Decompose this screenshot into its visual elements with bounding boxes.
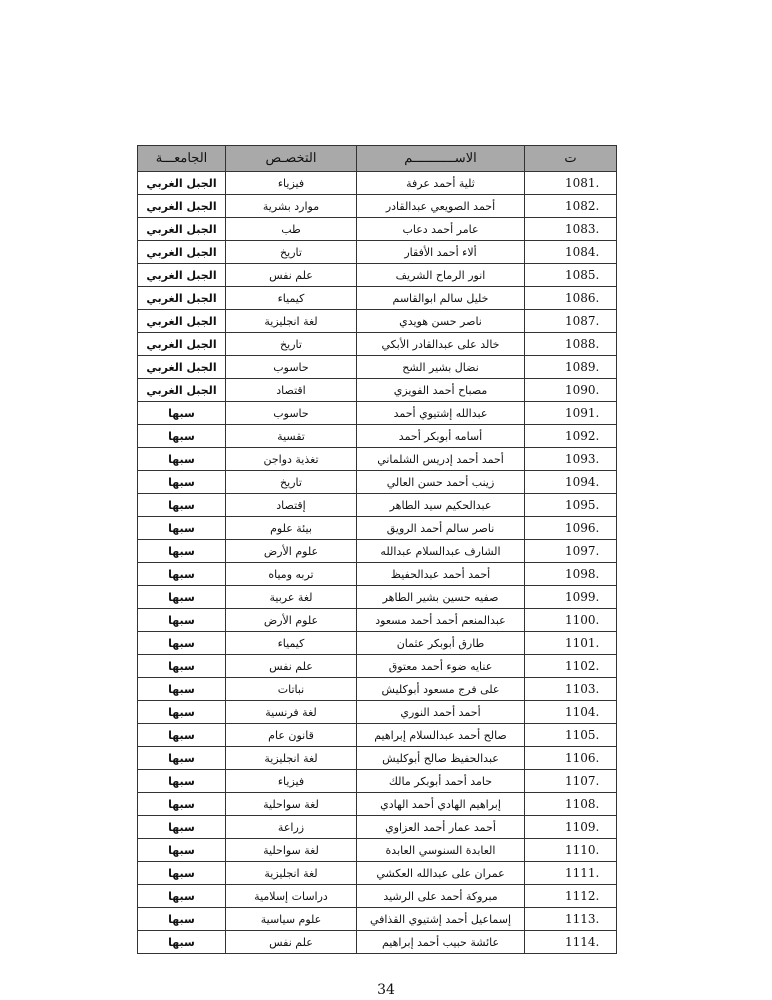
row-number: 1087. [525,310,617,333]
row-number: 1100. [525,609,617,632]
student-name: عامر أحمد دعاب [357,218,525,241]
specialization: موارد بشرية [226,195,357,218]
university: سبها [138,655,226,678]
row-number: 1082. [525,195,617,218]
student-name: نضال بشير الشح [357,356,525,379]
row-number: 1107. [525,770,617,793]
specialization: علوم الأرض [226,609,357,632]
specialization: حاسوب [226,402,357,425]
university: سبها [138,609,226,632]
table-row [138,586,617,609]
table-row [138,563,617,586]
table-row [138,310,617,333]
table-row [138,770,617,793]
university: سبها [138,563,226,586]
table-row [138,931,617,954]
university: سبها [138,816,226,839]
specialization: بيئة علوم [226,517,357,540]
university: سبها [138,471,226,494]
row-number: 1099. [525,586,617,609]
specialization: تاريخ [226,241,357,264]
table-row [138,172,617,195]
student-name: زينب أحمد حسن العالي [357,471,525,494]
table-row [138,816,617,839]
table-row [138,402,617,425]
student-name: مصباح أحمد الفويزي [357,379,525,402]
university: الجبل الغربي [138,264,226,287]
table-row [138,885,617,908]
student-name: أحمد أحمد النوري [357,701,525,724]
row-number: 1101. [525,632,617,655]
university: سبها [138,540,226,563]
row-number: 1113. [525,908,617,931]
table-row [138,632,617,655]
row-number: 1105. [525,724,617,747]
table-row [138,494,617,517]
specialization: فيزياء [226,770,357,793]
student-name: طارق أبوبكر عثمان [357,632,525,655]
student-name: ناصر سالم أحمد الرويق [357,517,525,540]
table-row [138,678,617,701]
university: سبها [138,724,226,747]
student-name: حامد أحمد أبوبكر مالك [357,770,525,793]
university: سبها [138,885,226,908]
table-row [138,264,617,287]
header-number: ت [525,146,617,172]
specialization: كيمياء [226,287,357,310]
row-number: 1088. [525,333,617,356]
university: سبها [138,839,226,862]
row-number: 1111. [525,862,617,885]
table-row [138,195,617,218]
row-number: 1106. [525,747,617,770]
university: سبها [138,517,226,540]
row-number: 1098. [525,563,617,586]
specialization: تاريخ [226,471,357,494]
specialization: لغة عربية [226,586,357,609]
student-name: إبراهيم الهادي أحمد الهادي [357,793,525,816]
university: الجبل الغربي [138,172,226,195]
table-row [138,241,617,264]
university: سبها [138,402,226,425]
row-number: 1084. [525,241,617,264]
table-row [138,356,617,379]
university: سبها [138,494,226,517]
table-row [138,448,617,471]
student-name: عبدالمنعم أحمد أحمد مسعود [357,609,525,632]
table-row [138,379,617,402]
student-name: عبدالحفيظ صالح أبوكليش [357,747,525,770]
specialization: إقتصاد [226,494,357,517]
specialization: زراعة [226,816,357,839]
specialization: تربه ومياه [226,563,357,586]
specialization: علم نفس [226,931,357,954]
row-number: 1102. [525,655,617,678]
specialization: لغة انجليزية [226,310,357,333]
row-number: 1108. [525,793,617,816]
university: سبها [138,747,226,770]
header-name: الاســـــــــــم [357,146,525,172]
table-row [138,701,617,724]
specialization: لغة سواحلية [226,793,357,816]
student-name: أحمد الصويعي عبدالقادر [357,195,525,218]
table-row [138,839,617,862]
student-name: أحمد أحمد عبدالحفيظ [357,563,525,586]
row-number: 1086. [525,287,617,310]
student-name: صالح أحمد عبدالسلام إبراهيم [357,724,525,747]
row-number: 1090. [525,379,617,402]
table-row [138,724,617,747]
university: سبها [138,793,226,816]
specialization: طب [226,218,357,241]
row-number: 1081. [525,172,617,195]
specialization: علم نفس [226,655,357,678]
row-number: 1096. [525,517,617,540]
university: سبها [138,770,226,793]
row-number: 1085. [525,264,617,287]
table-body [138,172,617,954]
header-university: الجامعـــة [138,146,226,172]
student-name: ناصر حسن هويدي [357,310,525,333]
table-row [138,655,617,678]
table-row [138,425,617,448]
table-row [138,471,617,494]
student-name: ثلية أحمد عرفة [357,172,525,195]
table-row [138,517,617,540]
university: الجبل الغربي [138,356,226,379]
table-row [138,218,617,241]
student-name: أحمد أحمد إدريس الشلماني [357,448,525,471]
student-name: صفيه حسين بشير الطاهر [357,586,525,609]
university: سبها [138,908,226,931]
specialization: علم نفس [226,264,357,287]
university: الجبل الغربي [138,218,226,241]
row-number: 1097. [525,540,617,563]
specialization: لغة سواحلية [226,839,357,862]
row-number: 1093. [525,448,617,471]
student-name: أحمد عمار أحمد العزاوي [357,816,525,839]
university: سبها [138,678,226,701]
table-header [138,146,617,172]
specialization: علوم سياسية [226,908,357,931]
table-row [138,609,617,632]
header-row [138,146,617,172]
row-number: 1114. [525,931,617,954]
table-row [138,908,617,931]
table-row [138,747,617,770]
table-row [138,862,617,885]
student-name: انور الرماح الشريف [357,264,525,287]
row-number: 1110. [525,839,617,862]
student-name: أسامه أبوبكر أحمد [357,425,525,448]
page-number: 34 [377,982,395,998]
students-table-container [137,145,616,954]
student-name: العابدة السنوسي العابدة [357,839,525,862]
specialization: لغة فرنسية [226,701,357,724]
row-number: 1083. [525,218,617,241]
row-number: 1109. [525,816,617,839]
university: الجبل الغربي [138,195,226,218]
table-row [138,540,617,563]
student-name: على فرج مسعود أبوكليش [357,678,525,701]
row-number: 1091. [525,402,617,425]
student-name: خليل سالم ابوالقاسم [357,287,525,310]
student-name: خالد على عبدالقادر الأبكي [357,333,525,356]
university: الجبل الغربي [138,333,226,356]
university: الجبل الغربي [138,310,226,333]
specialization: قانون عام [226,724,357,747]
university: سبها [138,632,226,655]
specialization: دراسات إسلامية [226,885,357,908]
row-number: 1104. [525,701,617,724]
specialization: اقتصاد [226,379,357,402]
row-number: 1095. [525,494,617,517]
university: سبها [138,586,226,609]
university: سبها [138,931,226,954]
specialization: فيزياء [226,172,357,195]
student-name: عبدالله إشتيوي أحمد [357,402,525,425]
university: الجبل الغربي [138,241,226,264]
student-name: عمران على عبدالله العكشي [357,862,525,885]
student-name: عائشة حبيب أحمد إبراهيم [357,931,525,954]
row-number: 1103. [525,678,617,701]
specialization: تغذية دواجن [226,448,357,471]
header-specialization: التخصـص [226,146,357,172]
university: سبها [138,425,226,448]
student-name: مبروكة أحمد على الرشيد [357,885,525,908]
row-number: 1094. [525,471,617,494]
table-row [138,333,617,356]
table-row [138,287,617,310]
university: سبها [138,862,226,885]
row-number: 1092. [525,425,617,448]
university: الجبل الغربي [138,379,226,402]
student-name: إسماعيل أحمد إشتيوي القذافي [357,908,525,931]
specialization: علوم الأرض [226,540,357,563]
student-name: ألاء أحمد الأفقار [357,241,525,264]
specialization: تقسية [226,425,357,448]
students-table [137,145,617,954]
university: سبها [138,448,226,471]
specialization: كيمياء [226,632,357,655]
row-number: 1112. [525,885,617,908]
student-name: عنايه ضوء أحمد معتوق [357,655,525,678]
student-name: الشارف عبدالسلام عبدالله [357,540,525,563]
specialization: لغة انجليزية [226,747,357,770]
university: الجبل الغربي [138,287,226,310]
student-name: عبدالحكيم سيد الطاهر [357,494,525,517]
specialization: لغة انجليزية [226,862,357,885]
row-number: 1089. [525,356,617,379]
specialization: حاسوب [226,356,357,379]
specialization: تاريخ [226,333,357,356]
table-row [138,793,617,816]
specialization: نباتات [226,678,357,701]
university: سبها [138,701,226,724]
